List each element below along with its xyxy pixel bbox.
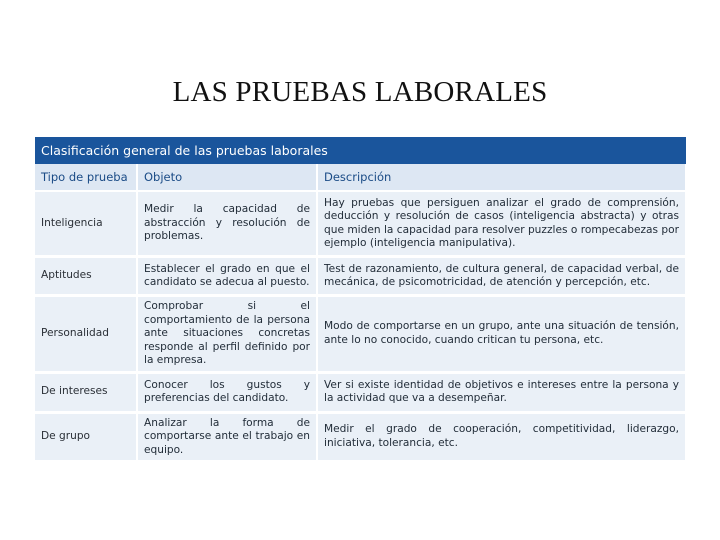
cell-objeto: Conocer los gustos y preferencias del candidato. xyxy=(137,372,317,412)
cell-tipo: De grupo xyxy=(35,412,137,462)
table-row xyxy=(35,191,686,257)
table-row xyxy=(35,296,686,373)
header-row xyxy=(35,164,686,191)
table-row xyxy=(35,412,686,462)
classification-table xyxy=(35,137,686,463)
table-row xyxy=(35,372,686,412)
table-row xyxy=(35,257,686,296)
cell-descripcion: Medir el grado de cooperación, competitividad, liderazgo, iniciativa, tolerancia, etc. xyxy=(317,412,686,462)
cell-descripcion: Modo de comportarse en un grupo, ante una situación de tensión, ante lo no conocido, cuando critican tu persona, etc. xyxy=(317,296,686,373)
cell-tipo: Personalidad xyxy=(35,296,137,373)
cell-descripcion: Hay pruebas que persiguen analizar el grado de comprensión, deducción y resolución de casos (inteligencia abstracta) y otras que miden la capacidad para resolver puzzles o rompecabezas por ejemplo (inteligencia manipulativa). xyxy=(317,191,686,257)
tests-table xyxy=(35,164,687,463)
header-descripcion: Descripción xyxy=(317,164,686,191)
cell-objeto: Medir la capacidad de abstracción y resolución de problemas. xyxy=(137,191,317,257)
cell-tipo: Inteligencia xyxy=(35,191,137,257)
cell-descripcion: Test de razonamiento, de cultura general, de capacidad verbal, de mecánica, de psicomotricidad, de atención y percepción, etc. xyxy=(317,257,686,296)
cell-tipo: Aptitudes xyxy=(35,257,137,296)
slide-title: LAS PRUEBAS LABORALES xyxy=(172,76,548,108)
header-tipo: Tipo de prueba xyxy=(35,164,137,191)
table-caption: Clasificación general de las pruebas laborales xyxy=(35,137,686,164)
cell-tipo: De intereses xyxy=(35,372,137,412)
cell-descripcion: Ver si existe identidad de objetivos e intereses entre la persona y la actividad que va a desempeñar. xyxy=(317,372,686,412)
header-objeto: Objeto xyxy=(137,164,317,191)
cell-objeto: Comprobar si el comportamiento de la persona ante situaciones concretas responde al perfil definido por la empresa. xyxy=(137,296,317,373)
cell-objeto: Establecer el grado en que el candidato se adecua al puesto. xyxy=(137,257,317,296)
cell-objeto: Analizar la forma de comportarse ante el trabajo en equipo. xyxy=(137,412,317,462)
